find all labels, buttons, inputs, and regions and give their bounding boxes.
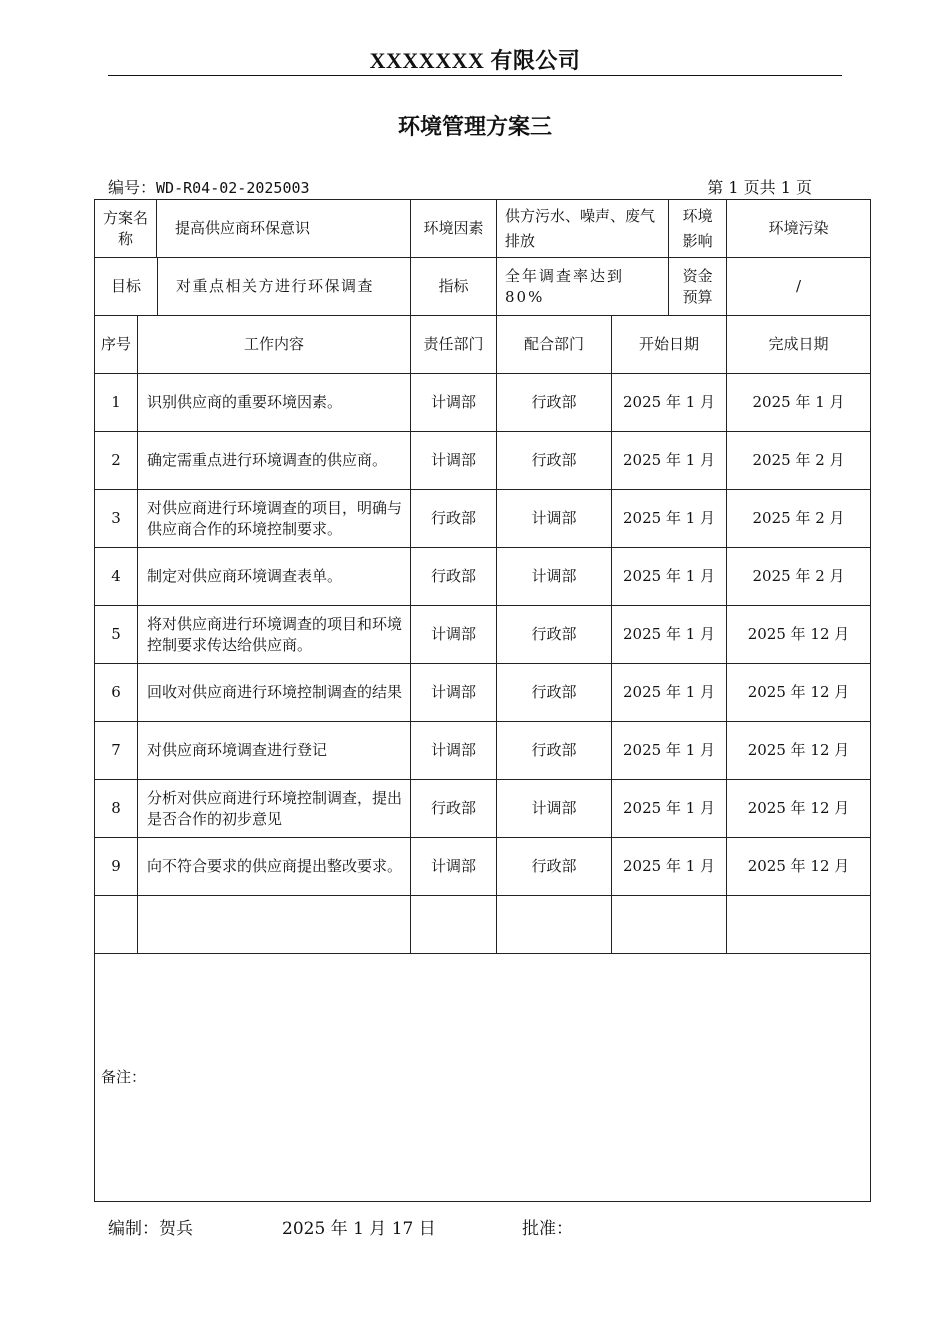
task-responsible: 行政部 bbox=[411, 548, 497, 606]
table-row bbox=[95, 664, 871, 722]
task-content: 对供应商环境调查进行登记 bbox=[138, 722, 411, 780]
task-cooperate: 行政部 bbox=[497, 838, 612, 896]
task-cooperate: 行政部 bbox=[497, 722, 612, 780]
col-finish: 完成日期 bbox=[727, 316, 871, 374]
empty-row bbox=[95, 896, 871, 954]
budget-value: / bbox=[727, 258, 871, 316]
task-responsible: 计调部 bbox=[411, 838, 497, 896]
task-end: 2025 年 2 月 bbox=[727, 432, 871, 490]
env-impact-value: 环境污染 bbox=[727, 200, 871, 258]
indicator-label: 指标 bbox=[411, 258, 497, 316]
empty-cell bbox=[411, 896, 497, 954]
table-row bbox=[95, 838, 871, 896]
table-row bbox=[95, 722, 871, 780]
task-content: 识别供应商的重要环境因素。 bbox=[138, 374, 411, 432]
document-title: 环境管理方案三 bbox=[397, 114, 552, 140]
page-info: 第 1 页共 1 页 bbox=[707, 178, 812, 197]
task-no: 2 bbox=[95, 432, 138, 490]
budget-label: 资金预算 bbox=[668, 258, 726, 315]
company-name: XXXXXXX 有限公司 bbox=[369, 48, 581, 73]
header-divider bbox=[108, 75, 842, 76]
task-content: 回收对供应商进行环境控制调查的结果 bbox=[138, 664, 411, 722]
task-responsible: 计调部 bbox=[411, 722, 497, 780]
env-factor-value: 供方污水、噪声、废气排放 bbox=[505, 206, 656, 250]
task-start: 2025 年 1 月 bbox=[612, 780, 727, 838]
task-responsible: 计调部 bbox=[411, 374, 497, 432]
task-no: 5 bbox=[95, 606, 138, 664]
plan-name-value: 提高供应商环保意识 bbox=[175, 219, 311, 237]
task-responsible: 行政部 bbox=[411, 780, 497, 838]
col-start: 开始日期 bbox=[612, 316, 727, 374]
col-seq: 序号 bbox=[95, 316, 138, 374]
task-start: 2025 年 1 月 bbox=[612, 490, 727, 548]
summary-row-plan bbox=[95, 200, 871, 258]
task-no: 3 bbox=[95, 490, 138, 548]
env-impact-label: 环境影响 bbox=[668, 200, 726, 257]
task-responsible: 计调部 bbox=[411, 606, 497, 664]
task-cooperate: 行政部 bbox=[497, 664, 612, 722]
goal-cell bbox=[95, 258, 411, 316]
empty-cell bbox=[612, 896, 727, 954]
task-start: 2025 年 1 月 bbox=[612, 606, 727, 664]
table-row bbox=[95, 780, 871, 838]
table-row bbox=[95, 548, 871, 606]
task-end: 2025 年 12 月 bbox=[727, 664, 871, 722]
task-responsible: 计调部 bbox=[411, 432, 497, 490]
task-end: 2025 年 12 月 bbox=[727, 838, 871, 896]
plan-name-cell bbox=[95, 200, 411, 258]
task-no: 6 bbox=[95, 664, 138, 722]
approver: 批准： bbox=[522, 1219, 573, 1239]
task-no: 9 bbox=[95, 838, 138, 896]
task-cooperate: 计调部 bbox=[497, 548, 612, 606]
task-no: 1 bbox=[95, 374, 138, 432]
remarks-row bbox=[95, 954, 871, 1202]
task-content: 分析对供应商进行环境控制调查，提出是否合作的初步意见 bbox=[138, 780, 411, 838]
task-no: 7 bbox=[95, 722, 138, 780]
plan-name-label: 方案名称 bbox=[95, 200, 157, 257]
table-row bbox=[95, 606, 871, 664]
editor: 编制：贺兵 bbox=[108, 1219, 193, 1239]
empty-cell bbox=[95, 896, 138, 954]
env-factor-cell bbox=[497, 200, 727, 258]
task-start: 2025 年 1 月 bbox=[612, 664, 727, 722]
task-end: 2025 年 12 月 bbox=[727, 722, 871, 780]
col-cooperate: 配合部门 bbox=[497, 316, 612, 374]
task-start: 2025 年 1 月 bbox=[612, 548, 727, 606]
task-cooperate: 行政部 bbox=[497, 432, 612, 490]
task-start: 2025 年 1 月 bbox=[612, 838, 727, 896]
task-content: 将对供应商进行环境调查的项目和环境控制要求传达给供应商。 bbox=[138, 606, 411, 664]
task-content: 确定需重点进行环境调查的供应商。 bbox=[138, 432, 411, 490]
env-factor-label: 环境因素 bbox=[411, 200, 497, 258]
task-end: 2025 年 12 月 bbox=[727, 780, 871, 838]
task-content: 对供应商进行环境调查的项目，明确与供应商合作的环境控制要求。 bbox=[138, 490, 411, 548]
doc-number-value: WD-R04-02-2025003 bbox=[156, 179, 310, 197]
table-row bbox=[95, 374, 871, 432]
goal-label: 目标 bbox=[95, 258, 158, 315]
task-cooperate: 计调部 bbox=[497, 490, 612, 548]
task-no: 4 bbox=[95, 548, 138, 606]
task-cooperate: 计调部 bbox=[497, 780, 612, 838]
task-no: 8 bbox=[95, 780, 138, 838]
indicator-value: 全年调查率达到 80% bbox=[505, 266, 625, 306]
summary-row-goal bbox=[95, 258, 871, 316]
task-responsible: 计调部 bbox=[411, 664, 497, 722]
task-responsible: 行政部 bbox=[411, 490, 497, 548]
task-end: 2025 年 2 月 bbox=[727, 490, 871, 548]
task-start: 2025 年 1 月 bbox=[612, 374, 727, 432]
task-content: 向不符合要求的供应商提出整改要求。 bbox=[138, 838, 411, 896]
doc-number bbox=[108, 175, 310, 198]
task-end: 2025 年 1 月 bbox=[727, 374, 871, 432]
task-start: 2025 年 1 月 bbox=[612, 722, 727, 780]
table-row bbox=[95, 490, 871, 548]
empty-cell bbox=[497, 896, 612, 954]
task-cooperate: 行政部 bbox=[497, 374, 612, 432]
task-end: 2025 年 12 月 bbox=[727, 606, 871, 664]
doc-number-label: 编号： bbox=[108, 178, 157, 197]
plan-table bbox=[94, 199, 871, 1202]
indicator-cell bbox=[497, 258, 727, 316]
task-start: 2025 年 1 月 bbox=[612, 432, 727, 490]
table-row bbox=[95, 432, 871, 490]
empty-cell bbox=[727, 896, 871, 954]
task-cooperate: 行政部 bbox=[497, 606, 612, 664]
column-header-row bbox=[95, 316, 871, 374]
col-responsible: 责任部门 bbox=[411, 316, 497, 374]
task-content: 制定对供应商环境调查表单。 bbox=[138, 548, 411, 606]
task-end: 2025 年 2 月 bbox=[727, 548, 871, 606]
goal-value: 对重点相关方进行环保调查 bbox=[176, 277, 375, 295]
remarks-label: 备注： bbox=[95, 954, 871, 1202]
edit-date: 2025 年 1 月 17 日 bbox=[282, 1219, 436, 1239]
empty-cell bbox=[138, 896, 411, 954]
col-content: 工作内容 bbox=[138, 316, 411, 374]
